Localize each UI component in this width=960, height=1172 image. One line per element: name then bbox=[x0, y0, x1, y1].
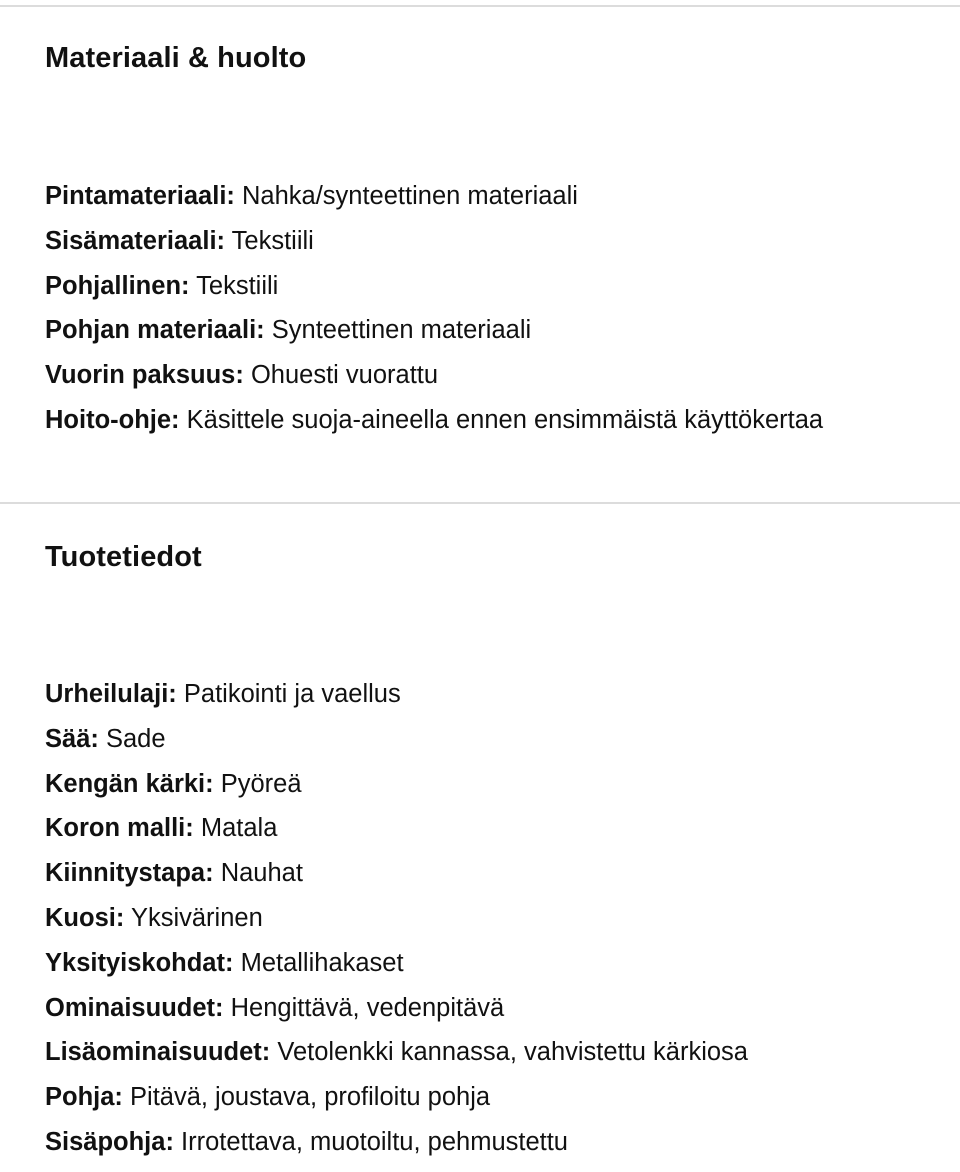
materials-care-list bbox=[45, 181, 823, 450]
spec-row-insole bbox=[45, 271, 823, 316]
spec-label: Pohja: bbox=[45, 1083, 123, 1112]
spec-value: Vetolenkki kannassa, vahvistettu kärkiosa bbox=[277, 1038, 748, 1067]
spec-label: Sää: bbox=[45, 724, 99, 753]
spec-value: Sade bbox=[105, 724, 166, 753]
spec-row-heel-type bbox=[45, 813, 748, 858]
spec-row-toe-shape bbox=[45, 769, 748, 814]
spec-label: Pohjan materiaali: bbox=[45, 316, 265, 345]
spec-label: Sisäpohja: bbox=[45, 1127, 174, 1156]
product-details-list bbox=[45, 679, 748, 1172]
spec-label: Pohjallinen: bbox=[45, 271, 190, 300]
spec-value: Nauhat bbox=[220, 859, 303, 888]
spec-label: Vuorin paksuus: bbox=[45, 361, 244, 390]
spec-value: Pyöreä bbox=[220, 769, 302, 798]
spec-label: Sisämateriaali: bbox=[45, 226, 226, 255]
section-divider-top bbox=[0, 5, 960, 7]
spec-label: Kengän kärki: bbox=[45, 769, 214, 798]
spec-label: Pintamateriaali: bbox=[45, 182, 235, 210]
spec-label: Yksityiskohdat: bbox=[45, 948, 234, 977]
spec-value: Hengittävä, vedenpitävä bbox=[230, 993, 505, 1022]
spec-value: Pitävä, joustava, profiloitu pohja bbox=[130, 1083, 491, 1112]
spec-value: Käsittele suoja-aineella ennen ensimmäistä käyttökertaa bbox=[186, 405, 824, 434]
spec-row-surface-material bbox=[45, 181, 823, 226]
spec-label: Koron malli: bbox=[45, 814, 194, 843]
spec-value: Tekstiili bbox=[196, 271, 279, 300]
spec-value: Synteettinen materiaali bbox=[271, 316, 532, 345]
spec-label: Hoito-ohje: bbox=[45, 405, 180, 434]
spec-value: Irrotettava, muotoiltu, pehmustettu bbox=[181, 1127, 568, 1156]
spec-value: Patikointi ja vaellus bbox=[183, 680, 401, 708]
spec-row-pattern bbox=[45, 903, 748, 948]
spec-value: Metallihakaset bbox=[240, 948, 404, 977]
spec-row-details bbox=[45, 948, 748, 993]
spec-row-sole bbox=[45, 1082, 748, 1127]
spec-row-sport bbox=[45, 679, 748, 724]
spec-value: Matala bbox=[200, 814, 278, 843]
spec-row-features bbox=[45, 993, 748, 1038]
spec-label: Kuosi: bbox=[45, 903, 125, 932]
section-title-materials-care: Materiaali & huolto bbox=[45, 42, 307, 74]
spec-row-weather bbox=[45, 724, 748, 769]
spec-row-additional-features bbox=[45, 1037, 748, 1082]
spec-row-inner-material bbox=[45, 226, 823, 271]
spec-row-inner-sole bbox=[45, 1127, 748, 1172]
spec-row-sole-material bbox=[45, 315, 823, 360]
section-title-product-details: Tuotetiedot bbox=[45, 541, 202, 573]
spec-value: Ohuesti vuorattu bbox=[250, 361, 439, 390]
section-divider-middle bbox=[0, 502, 960, 504]
spec-value: Tekstiili bbox=[231, 226, 314, 255]
spec-row-care-instructions bbox=[45, 405, 823, 450]
spec-label: Kiinnitystapa: bbox=[45, 859, 214, 888]
spec-value: Yksivärinen bbox=[130, 903, 263, 932]
spec-label: Ominaisuudet: bbox=[45, 993, 224, 1022]
spec-label: Lisäominaisuudet: bbox=[45, 1038, 271, 1067]
spec-value: Nahka/synteettinen materiaali bbox=[242, 182, 578, 210]
spec-row-fastening bbox=[45, 858, 748, 903]
spec-row-lining-thickness bbox=[45, 360, 823, 405]
spec-label: Urheilulaji: bbox=[45, 680, 177, 708]
